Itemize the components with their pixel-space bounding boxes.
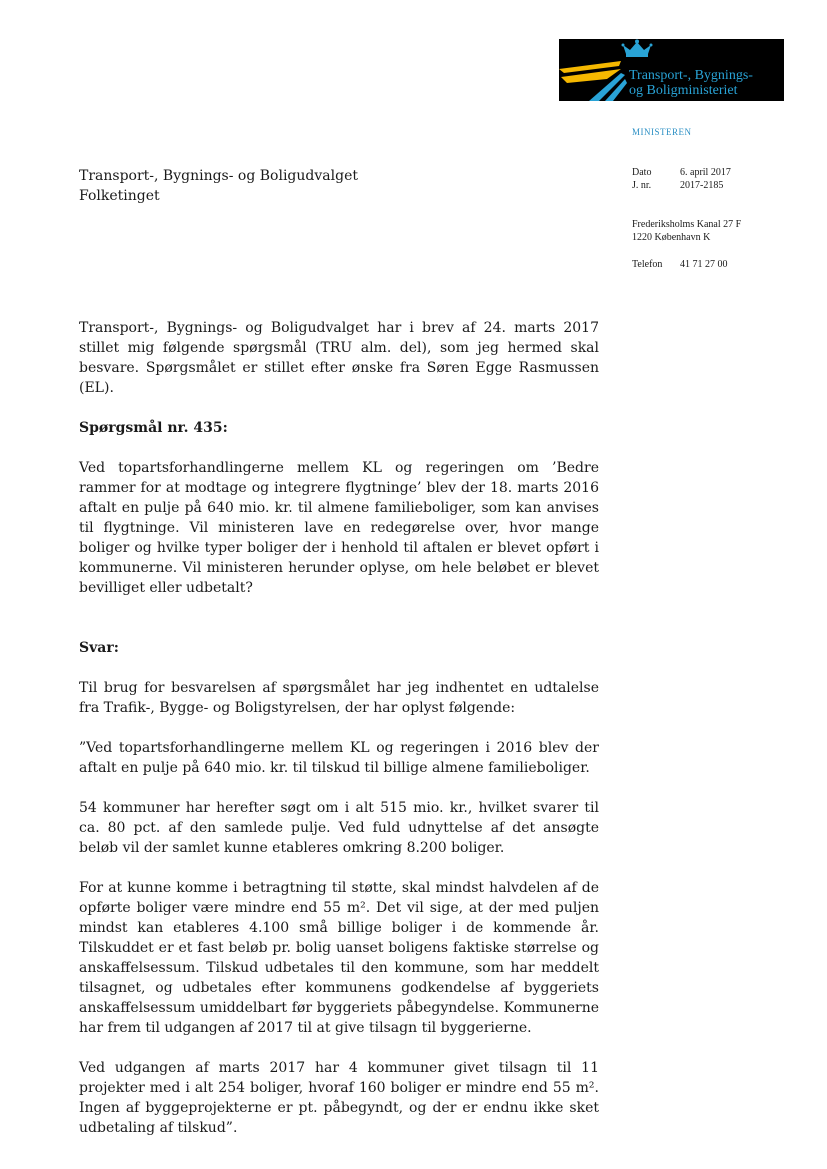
address-line2: 1220 København K: [632, 232, 711, 243]
phone-label: Telefon: [632, 259, 663, 270]
phone-value: 41 71 27 00: [680, 259, 728, 270]
date-value: 6. april 2017: [680, 167, 731, 178]
answer-paragraph: 54 kommuner har herefter søgt om i alt 515 mio. kr., hvilket svarer til ca. 80 pct. af den samlede pulje. Ved fuld udnyttelse af det ansøgte beløb vil der samlet kunne etableres omkring 8.200 boliger.: [79, 800, 599, 856]
date-label: Dato: [632, 167, 652, 178]
answer-heading: Svar:: [79, 640, 119, 656]
answer-paragraph: Til brug for besvarelsen af spørgsmålet har jeg indhentet en udtalelse fra Trafik-, Bygge- og Boligstyrelsen, der har oplyst følgende:: [79, 680, 599, 716]
jnr-label: J. nr.: [632, 180, 652, 191]
letter-body: [79, 318, 599, 1138]
recipient-line1: Transport-, Bygnings- og Boligudvalget: [79, 168, 358, 184]
answer-paragraph: ”Ved topartsforhandlingerne mellem KL og regeringen i 2016 blev der aftalt en pulje på 640 mio. kr. til tilskud til billige almene familieboliger.: [79, 740, 599, 776]
sender-title: MINISTEREN: [632, 127, 692, 137]
jnr-row: [632, 179, 723, 192]
address-line1: Frederiksholms Kanal 27 F: [632, 219, 742, 230]
recipient-line2: Folketinget: [79, 188, 160, 204]
answer-paragraph: For at kunne komme i betragtning til støtte, skal mindst halvdelen af de opførte boliger være mindre end 55 m². Det vil sige, at der med puljen mindst kan etableres 4.100 små billige boliger i de kommende år. Tilskuddet er et fast beløb pr. bolig uanset boligens faktiske størrelse og anskaffelsessum. Tilskud udbetales til den kommune, som har meddelt tilsagnet, og udbetales efter kommunens godkendelse af byggeriets anskaffelsessum umiddelbart før byggeriets påbegyndelse. Kommunerne har frem til udgangen af 2017 til at give tilsagn til byggerierne.: [79, 880, 599, 1036]
jnr-value: 2017-2185: [680, 180, 724, 191]
logo-text-line2: og Boligministeriet: [629, 83, 738, 98]
recipient-block: [79, 166, 358, 206]
answer-paragraph: Ved udgangen af marts 2017 har 4 kommuner givet tilsagn til 11 projekter med i alt 254 boliger, hvoraf 160 boliger er mindre end 55 m². Ingen af byggeprojekterne er pt. påbegyndt, og der er endnu ikke sket udbetaling af tilskud”.: [79, 1060, 599, 1136]
ministry-logo: [559, 39, 784, 101]
logo-text-line1: Transport-, Bygnings-: [629, 68, 753, 83]
question-paragraph: Ved topartsforhandlingerne mellem KL og regeringen om ’Bedre rammer for at modtage og integrere flygtninge’ blev der 18. marts 2016 aftalt en pulje på 640 mio. kr. til almene familieboliger, som kan anvises til flygtninge. Vil ministeren lave en redegørelse over, hvor mange boliger og hvilke typer boliger der i henhold til aftalen er blevet opført i kommunerne. Vil ministeren herunder oplyse, om hele beløbet er blevet bevilliget eller udbetalt?: [79, 460, 599, 596]
date-row: [632, 166, 731, 179]
question-heading: Spørgsmål nr. 435:: [79, 420, 228, 436]
intro-paragraph: Transport-, Bygnings- og Boligudvalget har i brev af 24. marts 2017 stillet mig følgende spørgsmål (TRU alm. del), som jeg hermed skal besvare. Spørgsmålet er stillet efter ønske fra Søren Egge Rasmussen (EL).: [79, 320, 599, 396]
phone-row: [632, 258, 728, 271]
